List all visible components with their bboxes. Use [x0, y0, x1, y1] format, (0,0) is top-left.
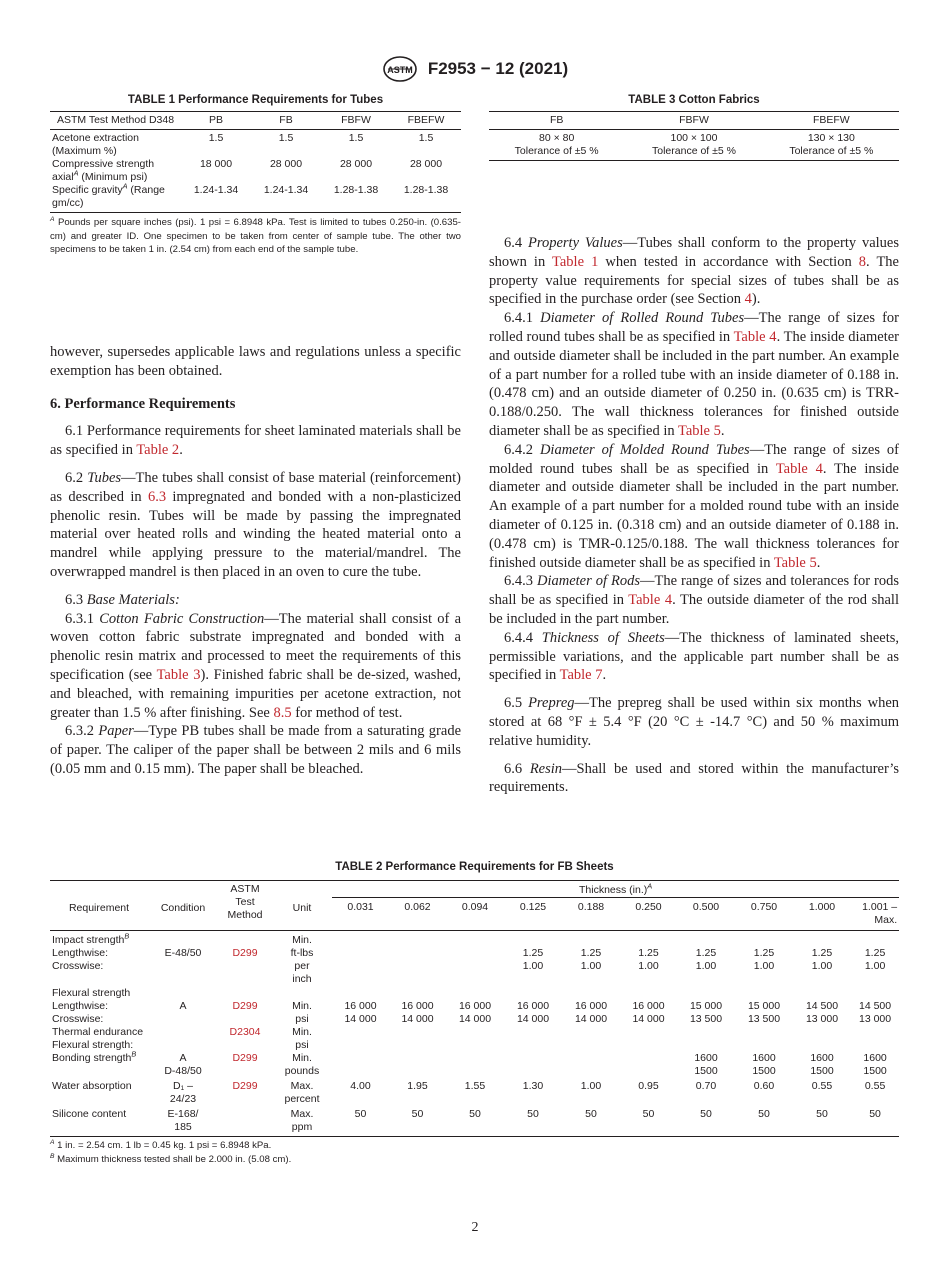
table2-value-cell: 1500 — [752, 1065, 776, 1077]
table2-value-cell: 14 000 — [574, 1013, 608, 1025]
table1-link[interactable]: Table 1 — [552, 253, 599, 270]
table2-value-cell: 14 000 — [632, 1013, 665, 1025]
table-row — [50, 1000, 899, 1013]
table2-value-cell: 1.00 — [580, 960, 602, 972]
table2-value-cell: 1.00 — [811, 960, 833, 972]
table-row — [50, 973, 899, 986]
table-row — [50, 1093, 899, 1106]
table2-value-cell: 16 000 — [458, 1000, 492, 1012]
section-8-link[interactable]: 8 — [858, 253, 867, 270]
section-6-3-link[interactable]: 6.3 — [147, 488, 167, 505]
table1-header-row — [50, 112, 461, 130]
table-row — [50, 1121, 899, 1137]
table2-value-cell: 14 000 — [401, 1013, 434, 1025]
document-id: F2953 − 12 (2021) — [427, 59, 569, 78]
table-row — [50, 130, 461, 159]
table2-condition: A — [179, 1000, 187, 1012]
paragraph-6-2: 6.2 Tubes—The tubes shall consist of base material (reinforcement) as described in 6.3 impregnated and bonded with a non-plasticized phenolic resin. Tubes will be made by passing the impregnated material over heated rolls and winding the heated material onto a mandrel while applying pressure to the material/mandrel. The overwrapped mandrel is then placed in an oven to cure the tube. — [50, 469, 462, 580]
table2-value-cell: 0.60 — [753, 1080, 775, 1092]
table2-value-cell: 50 — [585, 1108, 597, 1120]
table1-header-col: FB — [279, 114, 293, 126]
table3-header-col: FBEFW — [812, 114, 850, 126]
table2-value-cell: 13 500 — [747, 1013, 781, 1025]
table2-value-cell: 1500 — [863, 1065, 887, 1077]
table1-cell: 1.5 — [208, 132, 224, 144]
table1-row-label: Compressive strength axial$^A$ (Minimum psi) — [52, 158, 155, 183]
table2-value-cell — [389, 1052, 446, 1065]
table2-value-cell: 1.00 — [522, 960, 544, 972]
table2-value-cell: 1.25 — [811, 947, 833, 959]
table2-value-cell — [389, 960, 446, 973]
d2304-link[interactable]: D2304 — [229, 1026, 261, 1038]
table2-unit: percent — [284, 1093, 320, 1105]
table2-value-cell: 1.000 — [808, 901, 836, 913]
table2-value-cell: 0.062 — [404, 901, 431, 913]
table2-header-unit: Unit — [292, 902, 312, 914]
table2-value-cell: 50 — [411, 1108, 424, 1120]
table3-cell: 100 × 100 — [670, 132, 718, 144]
table-row — [50, 1052, 899, 1065]
table2-caption: TABLE 2 Performance Requirements for FB Sheets — [335, 861, 614, 873]
table-row — [50, 1065, 899, 1078]
table4-link[interactable]: Table 4 — [733, 328, 777, 345]
table2-row-label: Silicone content — [52, 1108, 127, 1120]
table2-condition: 185 — [174, 1121, 192, 1133]
table2-value-cell: 14 000 — [344, 1013, 377, 1025]
table2-unit: Max. — [290, 1108, 314, 1120]
table2-value-cell: 1.00 — [753, 960, 775, 972]
table2-value-cell: 1.25 — [695, 947, 717, 959]
table2-value-cell: 0.70 — [695, 1080, 717, 1092]
table1-cell: 1.28-1.38 — [403, 184, 449, 196]
table2-value-cell — [389, 947, 446, 960]
d299-link[interactable]: D299 — [232, 947, 258, 959]
table2-row-label: Flexural strength — [52, 987, 131, 999]
table2-value-cell — [332, 960, 389, 973]
table1 — [50, 111, 461, 213]
table2-value-cell: 1.25 — [522, 947, 544, 959]
table1-header-col: FBEFW — [407, 114, 445, 126]
table2-value-cell: 50 — [869, 1108, 881, 1120]
left-column — [50, 343, 461, 779]
table2-value-cell: 1600 — [752, 1052, 776, 1064]
table2-unit: per — [294, 960, 310, 972]
table1-cell: 1.28-1.38 — [333, 184, 379, 196]
paragraph-6-1: 6.1 Performance requirements for sheet laminated materials shall be as specified in Table 2. — [50, 423, 461, 459]
table2-value-cell: 1600 — [810, 1052, 834, 1064]
table3-block — [489, 94, 899, 161]
table2-value-cell — [504, 1065, 562, 1078]
d299-link[interactable]: D299 — [232, 1080, 258, 1092]
table3-cell: Tolerance of ±5 % — [789, 145, 874, 157]
table1-header-method: ASTM Test Method D348 — [56, 114, 175, 126]
table2-value-cell: 16 000 — [574, 1000, 608, 1012]
table2-row-label: Water absorption — [52, 1080, 132, 1092]
paragraph-6-6: 6.6 Resin—Shall be used and stored within the manufacturer’s requirements. — [489, 760, 899, 796]
table2-value-cell: 1.00 — [864, 960, 886, 972]
table-row — [50, 1013, 899, 1026]
table2-value-cell — [332, 1052, 389, 1065]
table-row — [489, 145, 899, 161]
table2-value-cell: 0.094 — [461, 901, 489, 913]
table2-footnote-b: $^B$ Maximum thickness tested shall be 2.000 in. (5.08 cm). — [50, 1152, 292, 1165]
table2-value-cell: 14 000 — [458, 1013, 492, 1025]
table2-unit: Max. — [290, 1080, 314, 1092]
table2-value-cell: 0.250 — [635, 901, 662, 913]
table2-value-cell: 14 500 — [805, 1000, 839, 1012]
table1-header-col: FBFW — [341, 114, 371, 126]
table-row — [50, 1039, 899, 1052]
table2-value-cell: 50 — [527, 1108, 539, 1120]
table7-link[interactable]: Table 7 — [559, 667, 603, 684]
table-row — [50, 1078, 899, 1093]
table2-value-cell: 1500 — [810, 1065, 834, 1077]
table2-value-cell: 1.95 — [407, 1080, 428, 1092]
d299-link[interactable]: D299 — [232, 1052, 258, 1064]
table5-link[interactable]: Table 5 — [773, 554, 817, 571]
table2-row-label: Impact strength$^B$ — [52, 931, 130, 946]
table2-unit: psi — [295, 1013, 309, 1025]
table2-value-cell: 50 — [758, 1108, 770, 1120]
table2 — [50, 880, 899, 1137]
table2-value-cell: 4.00 — [350, 1080, 371, 1092]
table2-condition: E-168/ — [167, 1108, 199, 1120]
paragraph-6-4-2: 6.4.2 Diameter of Molded Round Tubes—The range of sizes of molded round tubes shall be as specified in Table 4. The inside diameter and outside diameter shall be included in the part number. An example of a part number for a molded round tube with an inside diameter of 0.125 in. (0.318 cm) and an outside diameter of 0.188 in. (0.478 cm) is TMR-0.125/0.188. The wall thickness tolerances for finished outside diameter shall be as specified in Table 5. — [489, 441, 900, 571]
table1-caption: TABLE 1 Performance Requirements for Tubes — [127, 94, 384, 106]
table2-condition: D-48/50 — [164, 1065, 202, 1077]
table2-value-cell — [446, 1065, 504, 1078]
table2-row-label: Thermal endurance — [52, 1026, 144, 1038]
table2-value-cell — [562, 1052, 620, 1065]
table1-row-label: Acetone extraction (Maximum %) — [52, 132, 139, 157]
table2-value-cell: 0.55 — [864, 1080, 886, 1092]
table2-row-label: Flexural strength: — [52, 1039, 134, 1051]
table2-value-cell: 1.30 — [522, 1080, 544, 1092]
table2-condition: A — [179, 1052, 187, 1064]
table2-row-label: Crosswise: — [52, 960, 104, 972]
table1-row-label: Specific gravity$^A$ (Range gm/cc) — [52, 181, 165, 209]
table2-value-cell — [562, 1065, 620, 1078]
table2-value-cell: 50 — [354, 1108, 367, 1120]
table3 — [489, 111, 899, 161]
table-row — [50, 184, 461, 213]
table1-cell: 1.5 — [348, 132, 364, 144]
table-row — [50, 1026, 899, 1039]
table3-header-row — [489, 112, 899, 130]
table2-value-cell: 1.25 — [864, 947, 886, 959]
table-row — [50, 986, 899, 1000]
table1-cell: 28 000 — [409, 158, 443, 170]
table3-link[interactable]: Table 3 — [156, 666, 201, 683]
table2-value-cell — [620, 1052, 677, 1065]
table1-block — [50, 94, 461, 257]
table2-value-cell: 1.00 — [695, 960, 717, 972]
table3-header-col: FBFW — [679, 114, 709, 126]
paragraph-continued: however, supersedes applicable laws and regulations unless a specific exemption has been obtained. — [50, 344, 461, 379]
table2-value-cell: 14 500 — [859, 1000, 892, 1012]
table-row — [489, 130, 899, 146]
table2-row-label: Bonding strength$^B$ — [52, 1049, 137, 1064]
table-row — [50, 960, 899, 973]
table2-row-label: Lengthwise: — [52, 947, 109, 959]
paragraph-6-4-3: 6.4.3 Diameter of Rods—The range of sizes and tolerances for rods shall be as specified in Table 4. The outside diameter of the rod shall be included in the part number. — [489, 573, 900, 627]
table2-value-cell: 15 000 — [747, 1000, 781, 1012]
table-row — [50, 1106, 899, 1121]
table2-row-label: Lengthwise: — [52, 1000, 109, 1012]
table2-value-cell: 16 000 — [344, 1000, 377, 1012]
table4-link[interactable]: Table 4 — [775, 460, 823, 477]
table3-cell: Tolerance of ±5 % — [514, 145, 599, 157]
table2-value-cell: 1500 — [694, 1065, 718, 1077]
table2-value-cell — [332, 947, 389, 960]
table2-value-cell: 1.25 — [638, 947, 659, 959]
table2-value-cell: 16 000 — [401, 1000, 434, 1012]
table2-value-cell: 16 000 — [516, 1000, 550, 1012]
table2-value-cell: 16 000 — [632, 1000, 665, 1012]
table2-value-cell: 0.95 — [638, 1080, 659, 1092]
section-4-link[interactable]: 4 — [744, 291, 752, 308]
table2-unit: Min. — [292, 1000, 312, 1012]
table2-value-cell: 1.001 – Max. — [862, 901, 898, 926]
table2-value-cell: 0.031 — [347, 901, 374, 913]
table2-condition: D₁ – — [173, 1080, 193, 1092]
table2-value-cell: 13 000 — [805, 1013, 839, 1025]
table2-value-cell: 1.00 — [638, 960, 659, 972]
paragraph-6-3-1: 6.3.1 Cotton Fabric Construction—The material shall consist of a woven cotton fabric substrate impregnated and bonded with a phenolic resin matrix and processed to meet the requirements of this specification (see Table 3). Finished fabric shall be de-sized, washed, and bleached, with remaining impurities per acetone extraction, not greater than 1.5 % after finishing. See 8.5 for method of test. — [50, 610, 462, 721]
table2-value-cell: 0.500 — [692, 901, 720, 913]
table2-unit: psi — [295, 1039, 309, 1051]
table2-header-row — [50, 881, 899, 898]
table2-unit: ppm — [291, 1121, 313, 1133]
table4-link[interactable]: Table 4 — [628, 592, 673, 609]
table2-value-cell: 13 000 — [859, 1013, 892, 1025]
table2-condition: E-48/50 — [164, 947, 202, 959]
table3-cell: 80 × 80 — [538, 132, 575, 144]
page-header — [0, 56, 950, 86]
table2-value-cell: 1600 — [863, 1052, 887, 1064]
table2-value-cell: 0.750 — [750, 901, 778, 913]
table2-value-cell: 50 — [469, 1108, 481, 1120]
table2-unit: Min. — [292, 1052, 312, 1064]
table2-header-condition: Condition — [160, 902, 206, 914]
table2-unit: Min. — [292, 1026, 312, 1038]
table2-value-cell — [446, 947, 504, 960]
table2-value-cell — [332, 1065, 389, 1078]
d299-link[interactable]: D299 — [232, 1000, 258, 1012]
paragraph-6-3-2: 6.3.2 Paper—Type PB tubes shall be made from a saturating grade of paper. The caliper of the paper shall be between 2 mils and 6 mils (0.05 mm and 0.15 mm). The paper shall be bleached. — [50, 723, 462, 777]
table2-value-cell: 1.55 — [464, 1080, 486, 1092]
paragraph-6-4: 6.4 Property Values—Tubes shall conform to the property values shown in Table 1 when tested in accordance with Section 8. The property value requirements for special sizes of tubes shall be as specified in the purchase order (see Section 4). — [489, 235, 900, 308]
table2-value-cell: 1.25 — [753, 947, 775, 959]
table2-value-cell: 0.125 — [519, 901, 547, 913]
table-row — [50, 947, 899, 960]
table1-footnote: $^A$ Pounds per square inches (psi). 1 psi = 6.8948 kPa. Test is limited to tubes 0.250-in. (0.635-cm) and greater ID. One specimen to be taken from center of sample tube. The other two specimens to be taken 1 in. (2.54 cm) from each end of the sample tube. — [50, 215, 461, 255]
table2-value-cell: 1.00 — [580, 1080, 602, 1092]
table2-value-cell: 1.25 — [580, 947, 602, 959]
table2-value-cell: 15 000 — [689, 1000, 723, 1012]
table1-cell: 28 000 — [339, 158, 373, 170]
table1-cell: 28 000 — [269, 158, 303, 170]
section-8-5-link[interactable]: 8.5 — [273, 704, 292, 721]
table2-value-cell — [446, 1052, 504, 1065]
table1-header-col: PB — [208, 114, 223, 126]
table2-header-astm: ASTM Test Method — [227, 883, 263, 921]
table5-link[interactable]: Table 5 — [677, 422, 721, 439]
astm-logo-icon — [382, 56, 418, 82]
table1-cell: 1.24-1.34 — [193, 184, 239, 196]
table2-value-cell: 50 — [642, 1108, 655, 1120]
table3-cell: 130 × 130 — [807, 132, 855, 144]
table2-value-cell: 0.55 — [811, 1080, 833, 1092]
table1-cell: 1.5 — [278, 132, 294, 144]
table2-link[interactable]: Table 2 — [136, 442, 180, 459]
table1-cell: 18 000 — [199, 158, 233, 170]
table2-value-cell — [620, 1065, 677, 1078]
table2-value-cell: 13 500 — [689, 1013, 723, 1025]
table-row — [50, 158, 461, 184]
table2-unit: pounds — [284, 1065, 320, 1077]
table2-condition: 24/23 — [169, 1093, 197, 1105]
table1-cell: 1.24-1.34 — [263, 184, 309, 196]
table2-value-cell: 50 — [700, 1108, 712, 1120]
paragraph-6-5: 6.5 Prepreg—The prepreg shall be used within six months when stored at 68 °F ± 5.4 °F (20 °C ± -14.7 °C) and 50 % maximum relative humidity. — [489, 695, 900, 749]
table2-unit: ft-lbs — [290, 947, 314, 959]
table2-value-cell — [504, 1052, 562, 1065]
table1-cell: 1.5 — [418, 132, 434, 144]
table2-row-label: Crosswise: — [52, 1013, 104, 1025]
table3-cell: Tolerance of ±5 % — [652, 145, 736, 157]
table2-value-cell — [446, 960, 504, 973]
paragraph-6-4-1: 6.4.1 Diameter of Rolled Round Tubes—The range of sizes for rolled round tubes shall be as specified in Table 4. The inside diameter and outside diameter shall be included in the part number. An example of a part number for a rolled tube with an inside diameter of 0.188 in. (0.478 cm) and an outside diameter of 0.250 in. (0.635 cm) is TRR-0.188/0.250. The wall thickness tolerances for finished outside diameter shall be as specified in Table 5. — [489, 310, 900, 439]
table2-value-cell: 1600 — [694, 1052, 718, 1064]
svg-text:ASTM: ASTM — [387, 65, 413, 75]
right-column — [489, 234, 899, 797]
section-heading: 6. Performance Requirements — [50, 395, 236, 412]
table2-unit: inch — [292, 973, 312, 985]
table2-footnote-a: $^A$ 1 in. = 2.54 cm. 1 lb = 0.45 kg. 1 psi = 6.8948 kPa. — [50, 1138, 272, 1151]
table2-header-requirement: Requirement — [68, 902, 130, 914]
table2-header-thickness: Thickness $(in.)^A$ — [332, 881, 899, 898]
table3-header-col: FB — [549, 114, 564, 126]
paragraph-6-3: 6.3 Base Materials: — [65, 591, 180, 608]
table-row — [50, 931, 899, 948]
table2-block — [50, 861, 899, 1166]
paragraph-6-4-4: 6.4.4 Thickness of Sheets—The thickness of laminated sheets, permissible variations, and the applicable part number shall be as specified in Table 7. — [489, 629, 899, 684]
table2-unit: Min. — [292, 934, 312, 946]
table3-caption: TABLE 3 Cotton Fabrics — [628, 94, 760, 106]
table2-value-cell: 14 000 — [516, 1013, 550, 1025]
table2-value-cell: 50 — [816, 1108, 828, 1120]
page-number: 2 — [471, 1220, 479, 1235]
table2-value-cell — [389, 1065, 446, 1078]
table2-value-cell: 0.188 — [577, 901, 605, 913]
